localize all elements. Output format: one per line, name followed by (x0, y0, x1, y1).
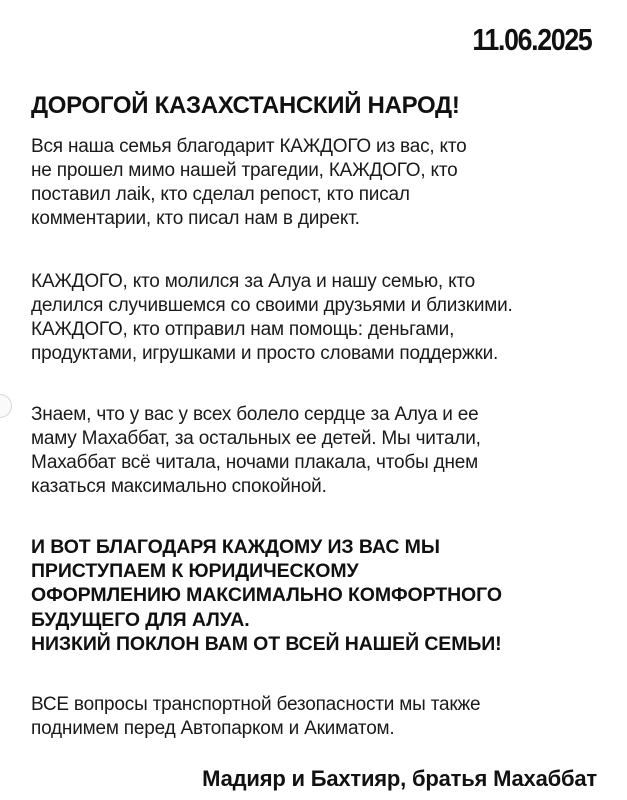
paragraph-gratitude (31, 135, 616, 231)
paragraph-safety (31, 693, 616, 741)
text-line: поставил лaik, кто сделал репост, кто писал (31, 184, 410, 205)
paragraph-announcement (31, 535, 502, 656)
text-line: маму Махаббат, за остальных ее детей. Мы читали, (31, 428, 481, 449)
text-line: КАЖДОГО, кто молился за Алуа и нашу семью, кто (31, 271, 476, 292)
text-line: И ВОТ БЛАГОДАРЯ КАЖДОМУ ИЗ ВАС МЫ (31, 536, 440, 558)
text-line: поднимем перед Автопарком и Акиматом. (31, 718, 395, 739)
text-line: делился случившемся со своими друзьями и близкими. (31, 295, 513, 316)
text-line: ПРИСТУПАЕМ К ЮРИДИЧЕСКОМУ (31, 560, 359, 583)
text-line: ВСЕ вопросы транспортной безопасности мы также (31, 694, 481, 715)
text-line: БУДУЩЕГО ДЛЯ АЛУА. (31, 608, 250, 631)
text-line: не прошел мимо нашей трагедии, КАЖДОГО, кто (31, 160, 458, 181)
letter-signature: Мадияр и Бахтияр, братья Махаббат (202, 766, 597, 791)
text-line: комментарии, кто писал нам в директ. (31, 208, 360, 229)
text-line: казаться максимально спокойной. (31, 476, 327, 497)
text-line: Махаббат всё читала, ночами плакала, чтобы днем (31, 452, 479, 473)
paragraph-support (31, 270, 616, 366)
text-line: продуктами, игрушками и просто словами поддержки. (31, 343, 499, 364)
text-line: Знаем, что у вас у всех болело сердце за Алуа и ее (31, 404, 479, 425)
text-line: ОФОРМЛЕНИЮ МАКСИМАЛЬНО КОМФОРТНОГО (31, 584, 502, 607)
text-line: НИЗКИЙ ПОКЛОН ВАМ ОТ ВСЕЙ НАШЕЙ СЕМЬИ! (31, 632, 502, 655)
carousel-edge-indicator (0, 394, 12, 418)
text-line: КАЖДОГО, кто отправил нам помощь: деньгами, (31, 319, 455, 340)
letter-date: 11.06.2025 (471, 22, 591, 57)
paragraph-empathy (31, 403, 616, 499)
letter-heading: ДОРОГОЙ КАЗАХСТАНСКИЙ НАРОД! (31, 92, 460, 119)
text-line: Вся наша семья благодарит КАЖДОГО из вас, кто (31, 136, 467, 157)
